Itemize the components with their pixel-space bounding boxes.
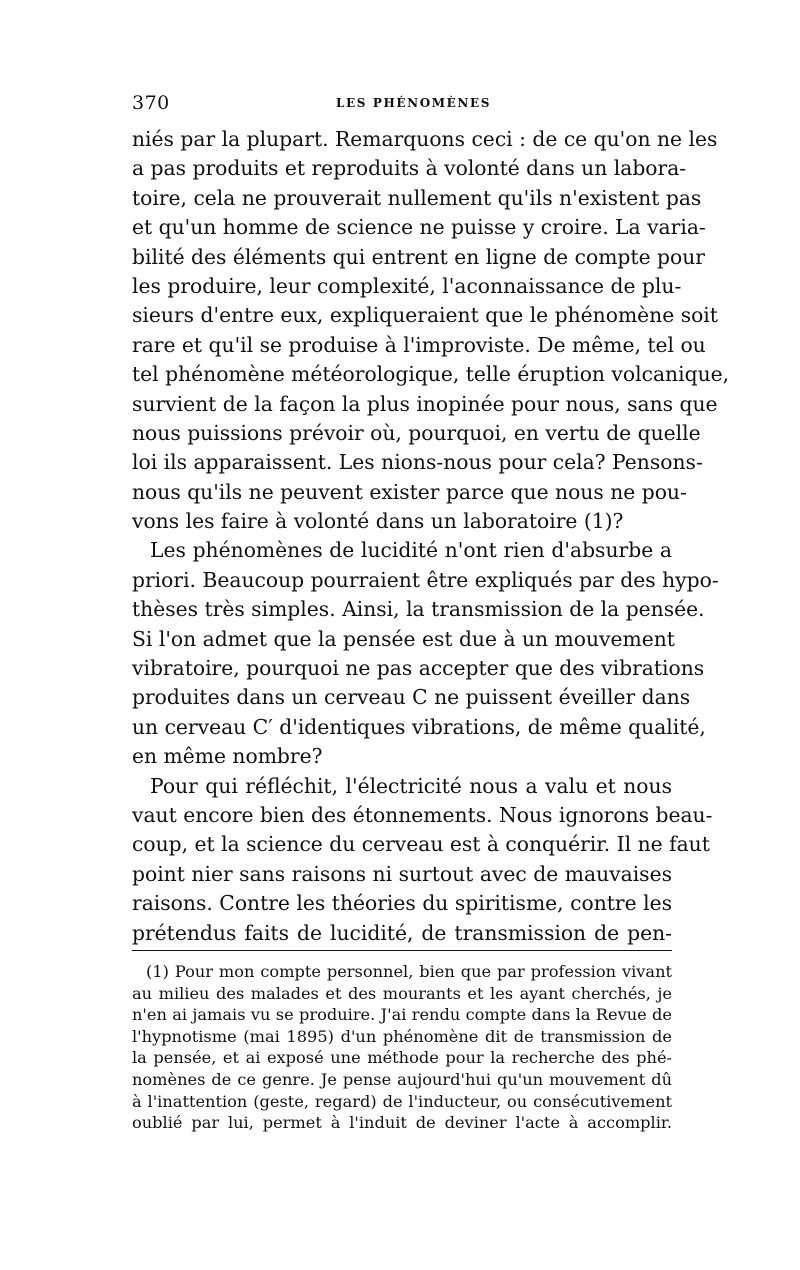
footnote-line: nomènes de ce genre. Je pense aujourd'hui qu'un mouvement dû	[132, 1069, 672, 1089]
text-line: a pas produits et reproduits à volonté dans un labora-	[132, 156, 687, 181]
footnote-line: (1) Pour mon compte personnel, bien que par profession vivant	[146, 962, 672, 981]
footnote-line: n'en ai jamais vu se produire. J'ai rendu compte dans la Revue de	[132, 1005, 672, 1025]
text-line: produites dans un cerveau C ne puissent éveiller dans	[132, 685, 691, 710]
footnote-line: oublié par lui, permet à l'induit de deviner l'acte à accomplir.	[132, 1113, 672, 1133]
text-line: vaut encore bien des étonnements. Nous ignorons beau-	[132, 802, 713, 827]
text-line: les produire, leur complexité, l'aconnaissance de plu-	[132, 273, 682, 298]
text-line: Les phénomènes de lucidité n'ont rien d'absurbe a	[150, 538, 672, 563]
footnote	[132, 961, 672, 1134]
footnote-line: à l'inattention (geste, regard) de l'inducteur, ou consécutivement	[132, 1091, 672, 1111]
footnote-line: l'hypnotisme (mai 1895) d'un phénomène dit de transmission de	[132, 1026, 672, 1046]
text-line: sieurs d'entre eux, expliqueraient que le phénomène soit	[132, 303, 718, 328]
text-line: coup, et la science du cerveau est à conquérir. Il ne faut	[132, 832, 710, 857]
page-number: 370	[132, 92, 170, 114]
text-line: en même nombre?	[132, 744, 323, 769]
text-line: priori. Beaucoup pourraient être expliqués par des hypo-	[132, 567, 719, 592]
text-line: survient de la façon la plus inopinée pour nous, sans que	[132, 391, 718, 416]
running-title: LES PHÉNOMÈNES	[336, 96, 491, 110]
text-line: et qu'un homme de science ne puisse y croire. La varia-	[132, 215, 706, 240]
text-line: nous puissions prévoir où, pourquoi, en vertu de quelle	[132, 420, 701, 445]
main-text	[132, 125, 730, 948]
page-header	[132, 92, 672, 116]
text-line: raisons. Contre les théories du spiritisme, contre les	[132, 891, 672, 916]
text-line: vibratoire, pourquoi ne pas accepter que des vibrations	[132, 656, 705, 681]
text-line: Si l'on admet que la pensée est due à un mouvement	[132, 626, 675, 651]
text-line: thèses très simples. Ainsi, la transmission de la pensée.	[132, 597, 705, 622]
text-line: toire, cela ne prouverait nullement qu'ils n'existent pas	[132, 185, 702, 210]
footnote-line: la pensée, et ai exposé une méthode pour la recherche des phé-	[132, 1048, 672, 1068]
text-line: loi ils apparaissent. Les nions-nous pour cela? Pensons-	[132, 450, 703, 475]
text-line: niés par la plupart. Remarquons ceci : de ce qu'on ne les	[132, 127, 718, 151]
text-line: prétendus faits de lucidité, de transmission de pen-	[132, 920, 672, 945]
text-line: un cerveau C′ d'identiques vibrations, de même qualité,	[132, 714, 706, 739]
text-line: bilité des éléments qui entrent en ligne de compte pour	[132, 244, 705, 269]
text-line: vons les faire à volonté dans un laboratoire (1)?	[132, 509, 624, 534]
text-line: Pour qui réfléchit, l'électricité nous a valu et nous	[150, 773, 672, 798]
text-line: rare et qu'il se produise à l'improviste. De même, tel ou	[132, 332, 706, 357]
footnote-divider	[132, 950, 672, 951]
text-line: nous qu'ils ne peuvent exister parce que nous ne pou-	[132, 479, 687, 504]
footnote-line: au milieu des malades et des mourants et les ayant cherchés, je	[132, 983, 672, 1003]
text-line: tel phénomène météorologique, telle éruption volcanique,	[132, 362, 730, 387]
text-line: point nier sans raisons ni surtout avec de mauvaises	[132, 861, 672, 886]
